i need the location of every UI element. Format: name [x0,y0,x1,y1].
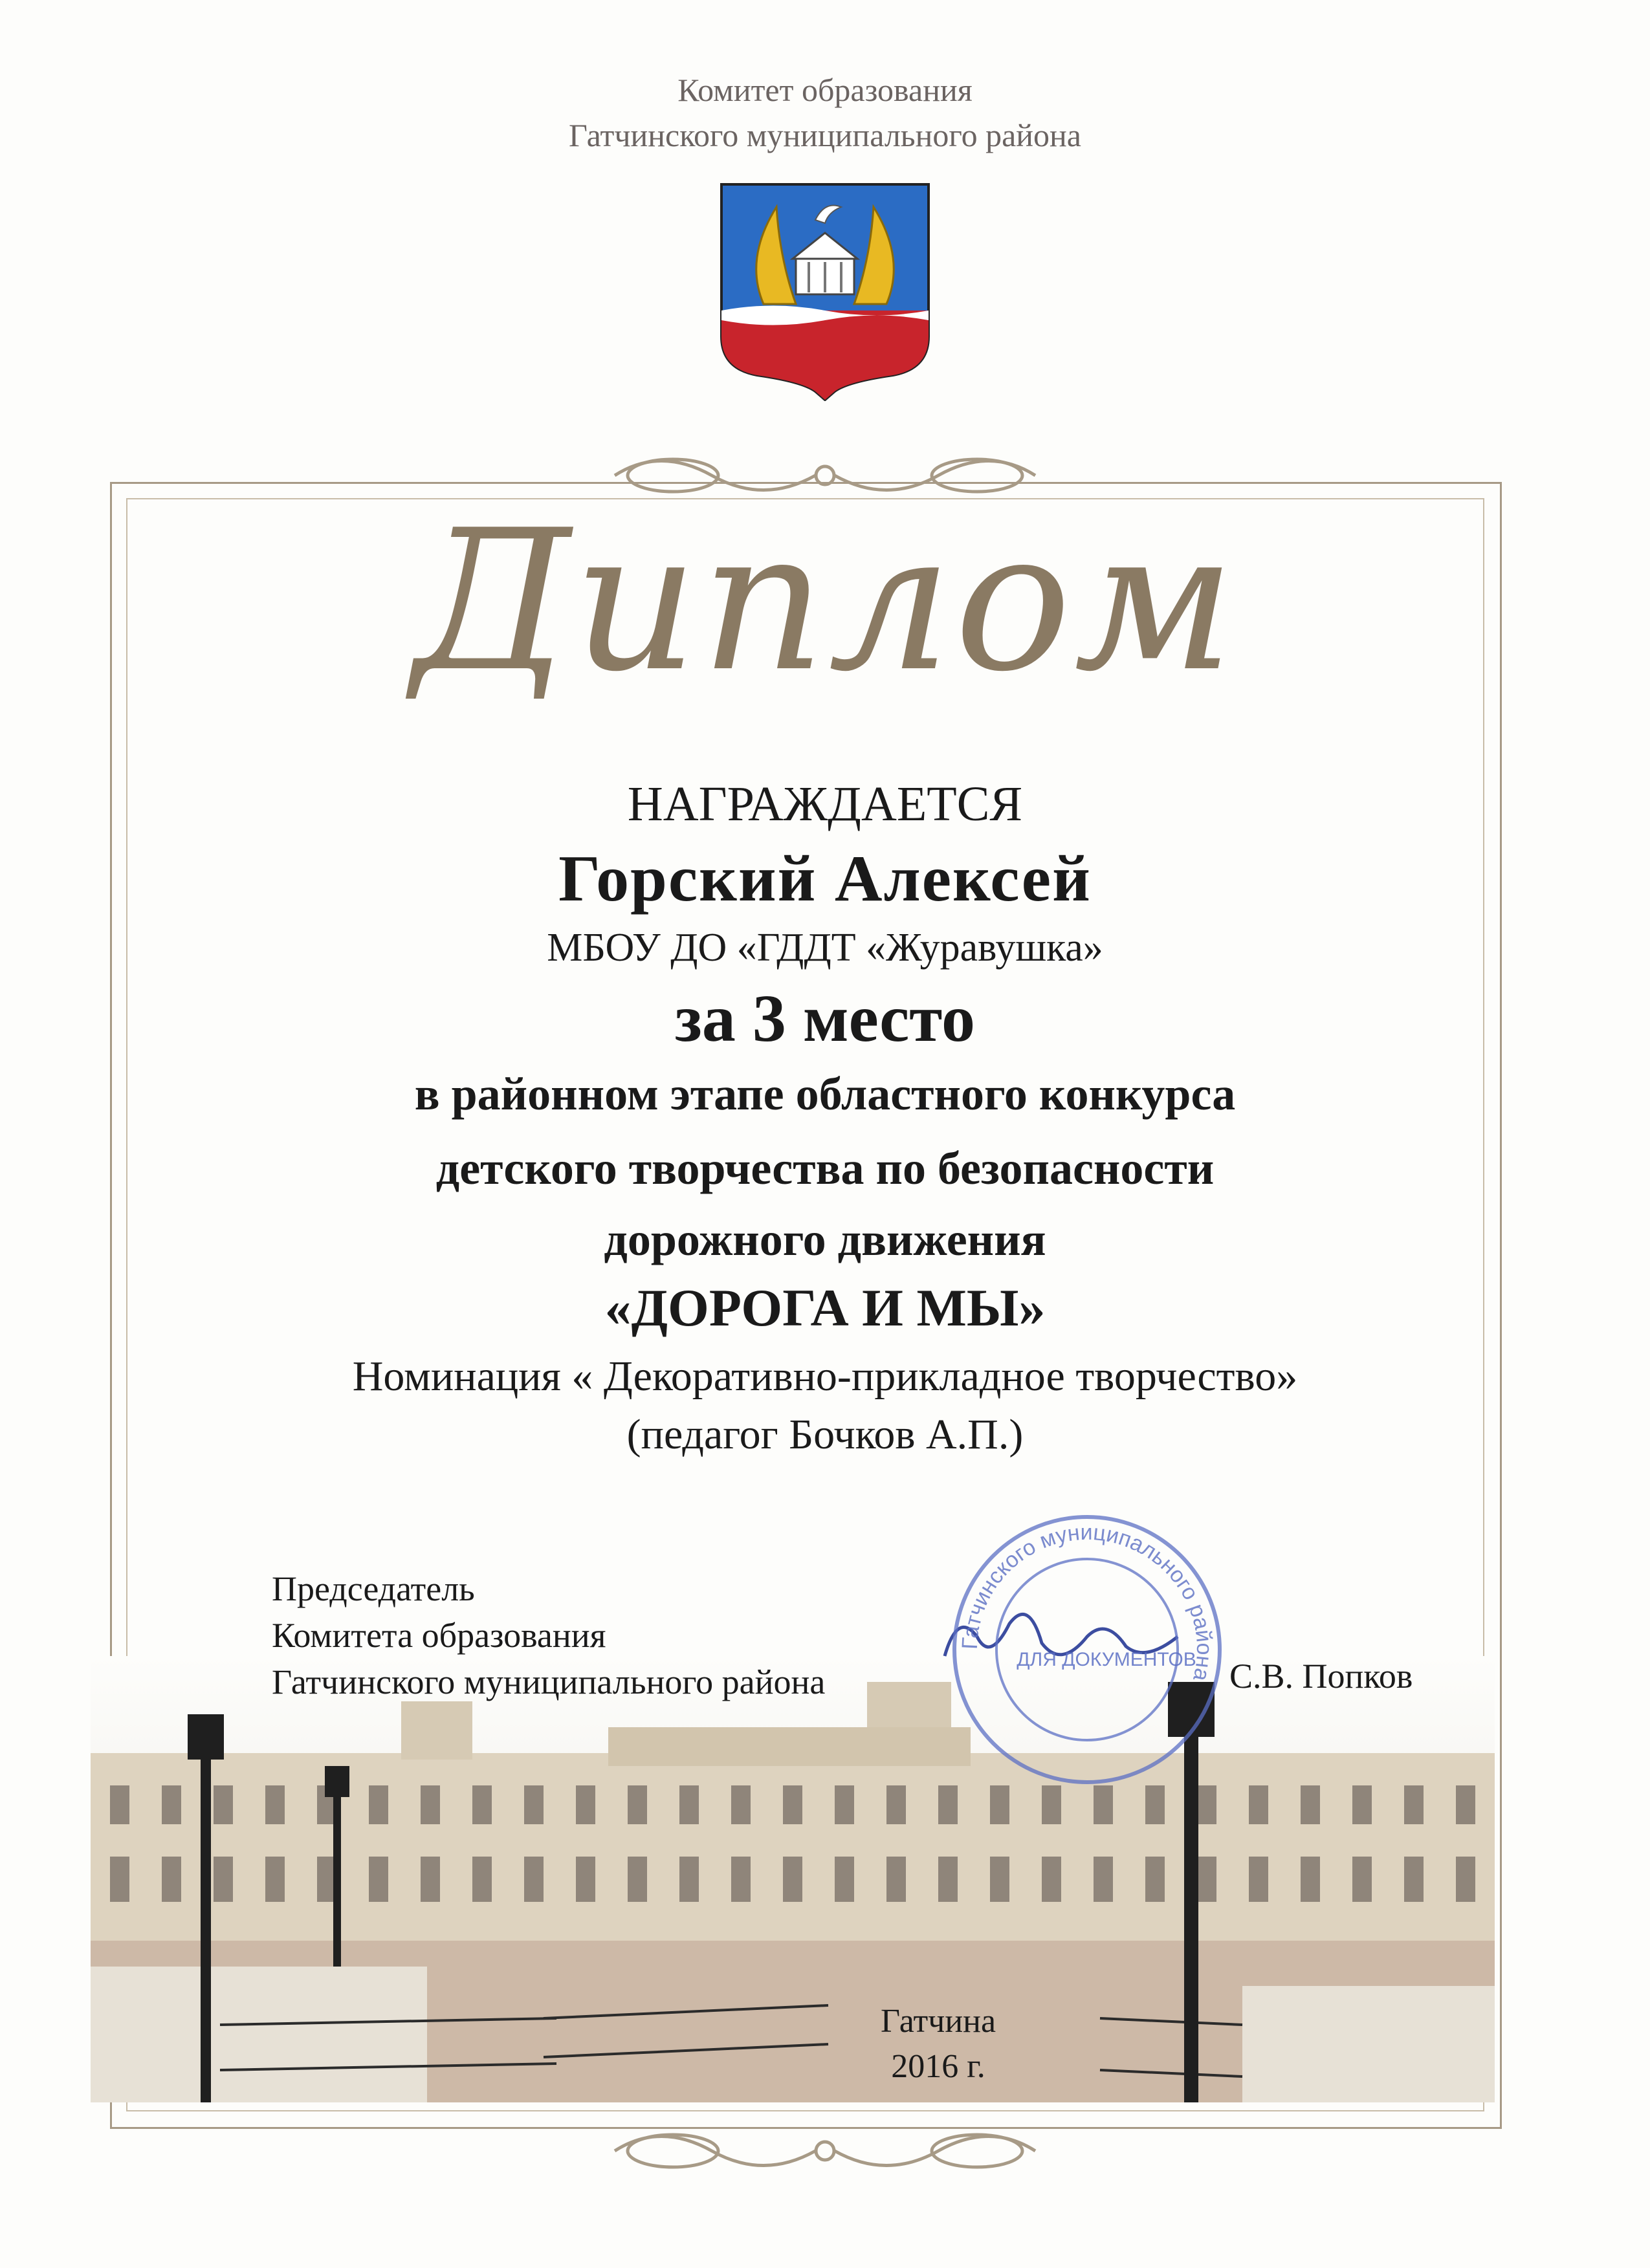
contest-name: «ДОРОГА И МЫ» [604,1278,1046,1337]
bottom-flourish-ornament [602,2115,1048,2186]
awarded-heading: НАГРАЖДАЕТСЯ [627,777,1023,831]
stamp-center-text: ДЛЯ ДОКУМЕНТОВ [1017,1649,1196,1670]
signer-position-1: Председатель [272,1569,475,1608]
header-line-2: Гатчинского муниципального района [568,117,1082,153]
footer-year: 2016 г. [891,2048,985,2085]
palace-photo [91,1656,1495,2102]
diploma-title: Диплом [412,488,1238,714]
header-line-1: Комитет образования [677,72,973,108]
recipient-name: Горский Алексей [558,842,1092,915]
signer-position-3: Гатчинского муниципального района [272,1663,826,1701]
contest-description-2: детского творчества по безопасности [435,1142,1215,1194]
signer-name: С.В. Попков [1229,1657,1413,1696]
award-place: за 3 место [675,981,975,1056]
signer-position-2: Комитета образования [272,1616,606,1655]
footer-city: Гатчина [880,2003,996,2040]
recipient-organization: МБОУ ДО «ГДДТ «Журавушка» [547,926,1103,970]
stamp-ring-text: Гатчинского муниципального района [957,1520,1217,1684]
nomination: Номинация « Декоративно-прикладное творчество» [352,1353,1298,1400]
contest-description-3: дорожного движения [604,1214,1046,1265]
footer-place-date [841,1999,1035,2089]
coat-of-arms-emblem [718,181,932,401]
teacher: (педагог Бочков А.П.) [626,1411,1024,1458]
signature-block [272,1565,825,1705]
official-stamp [945,1507,1229,1792]
contest-description-1: в районном этапе областного конкурса [414,1068,1236,1120]
